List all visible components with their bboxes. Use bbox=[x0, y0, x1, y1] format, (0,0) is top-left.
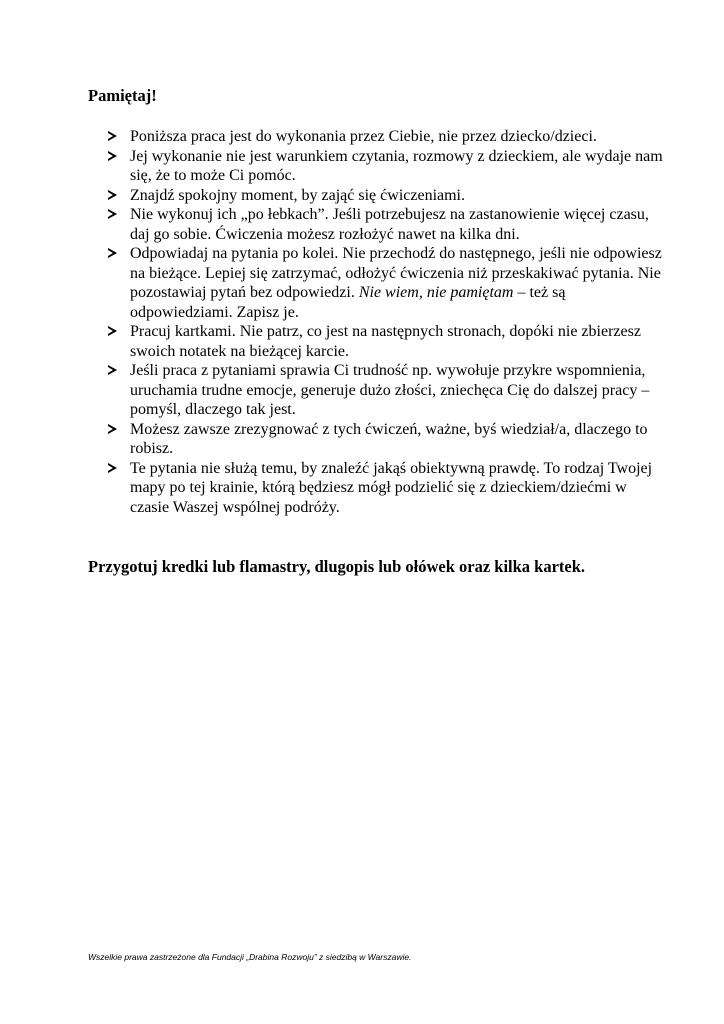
list-item bbox=[108, 244, 668, 322]
list-item bbox=[108, 420, 668, 459]
list-item-text: Poniższa praca jest do wykonania przez Ciebie, nie przez dziecko/dzieci. bbox=[130, 128, 597, 145]
page-heading: Pamiętaj! bbox=[88, 86, 157, 105]
list-item bbox=[108, 322, 668, 361]
arrow-bullet-icon bbox=[108, 420, 117, 440]
arrow-bullet-icon bbox=[108, 127, 117, 147]
list-item-text: Odpowiadaj na pytania po kolei. Nie przechodź do następnego, jeśli nie odpowiesz na bieżące. Lepiej się zatrzymać, odłożyć ćwiczenia niż przeskakiwać pytania. Nie pozostawiaj pytań bez odpowiedzi. bbox=[130, 245, 662, 301]
list-item-text: Znajdź spokojny moment, by zająć się ćwiczeniami. bbox=[130, 186, 465, 204]
arrow-bullet-icon bbox=[108, 459, 117, 479]
list-item bbox=[108, 205, 668, 244]
list-item-text: Jej wykonanie nie jest warunkiem czytania, rozmowy z dzieckiem, ale wydaje nam się, że to może Ci pomóc. bbox=[130, 147, 663, 184]
list-item-text: – też są odpowiedziami. Zapisz je. bbox=[130, 284, 566, 321]
list-item-text: Te pytania nie służą temu, by znaleźć jakąś obiektywną prawdę. To rodzaj Twojej mapy po tej krainie, którą będziesz mógł podzielić się z dzieckiem/dziećmi w czasie Waszej wspólnej podróży. bbox=[130, 459, 653, 516]
arrow-bullet-icon bbox=[108, 361, 117, 381]
materials-instruction: Przygotuj kredki lub flamastry, dlugopis lub ołówek oraz kilka kartek. bbox=[88, 557, 586, 576]
list-item bbox=[108, 186, 668, 206]
list-item-text: Nie wykonuj ich „po łebkach”. Jeśli potrzebujesz na zastanowienie więcej czasu, daj go sobie. Ćwiczenia możesz rozłożyć nawet na kilka dni. bbox=[130, 206, 649, 243]
arrow-bullet-icon bbox=[108, 147, 117, 167]
list-item-text: Jeśli praca z pytaniami sprawia Ci trudność np. wywołuje przykre wspomnienia, uruchamia trudne emocje, generuje dużo złości, zniechęca Cię do dalszej pracy – pomyśl, dlaczego tak jest. bbox=[130, 362, 650, 418]
copyright-footer: Wszelkie prawa zastrzeżone dla Fundacji „Drabina Rozwoju” z siedzibą w Warszawie. bbox=[88, 952, 412, 962]
list-item bbox=[108, 459, 668, 518]
list-item-emphasis: Nie wiem, nie pamiętam bbox=[358, 284, 514, 301]
arrow-bullet-icon bbox=[108, 205, 117, 225]
arrow-bullet-icon bbox=[108, 244, 117, 264]
arrow-bullet-icon bbox=[108, 322, 117, 342]
list-item-text: Możesz zawsze zrezygnować z tych ćwiczeń, ważne, byś wiedział/a, dlaczego to robisz. bbox=[130, 420, 648, 457]
arrow-bullet-icon bbox=[108, 186, 117, 206]
guidelines-list bbox=[108, 127, 668, 517]
list-item bbox=[108, 361, 668, 420]
list-item bbox=[108, 127, 668, 147]
list-item-text: Pracuj kartkami. Nie patrz, co jest na następnych stronach, dopóki nie zbierzesz swoich notatek na bieżącej karcie. bbox=[130, 323, 641, 360]
list-item bbox=[108, 147, 668, 186]
